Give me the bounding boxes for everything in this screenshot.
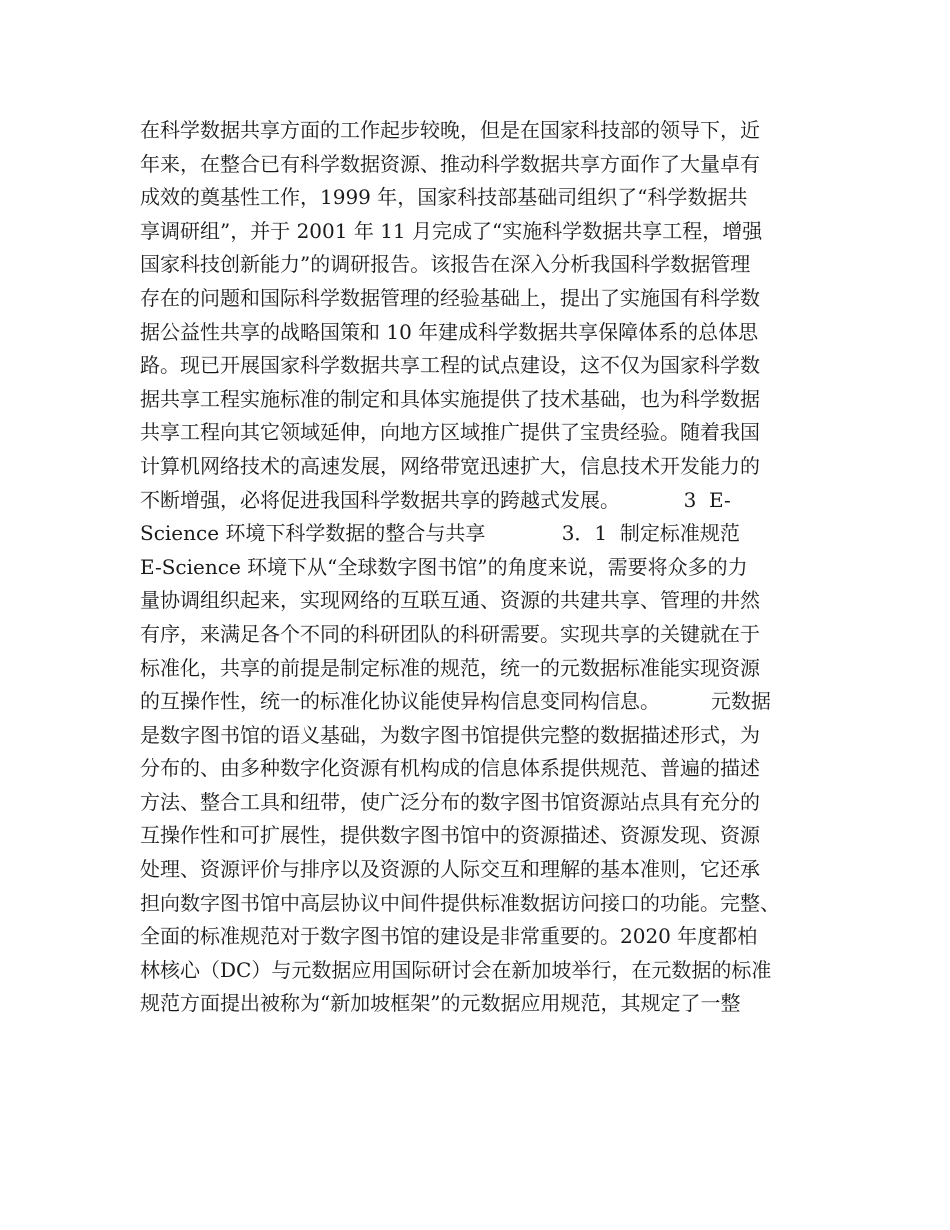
section-heading-line: Science 环境下科学数据的整合与共享 3．1 制定标准规范 [140,521,740,546]
text-line: 年来，在整合已有科学数据资源、推动科学数据共享方面作了大量卓有 [140,151,760,176]
text-line: 共享工程向其它领域延伸，向地方区域推广提供了宝贵经验。随着我国 [140,420,760,445]
text-line: 林核心（DC）与元数据应用国际研讨会在新加坡举行，在元数据的标准 [140,957,772,982]
text-line: 处理、资源评价与排序以及资源的人际交互和理解的基本准则，它还承 [140,857,760,882]
text-line: 计算机网络技术的高速发展，网络带宽迅速扩大，信息技术开发能力的 [140,453,760,478]
text-line: 全面的标准规范对于数字图书馆的建设是非常重要的。2020 年度都柏 [140,924,758,949]
text-line: 成效的奠基性工作，1999 年，国家科技部基础司组织了“科学数据共 [140,185,748,210]
text-line: E-Science 环境下从“全球数字图书馆”的角度来说，需要将众多的力 [140,554,748,579]
text-line: 规范方面提出被称为“新加坡框架”的元数据应用规范，其规定了一整 [140,991,741,1016]
text-line: 据共享工程实施标准的制定和具体实施提供了技术基础，也为科学数据 [140,386,760,411]
text-line: 量协调组织起来，实现网络的互联互通、资源的共建共享、管理的井然 [140,588,760,613]
text-line: 路。现已开展国家科学数据共享工程的试点建设，这不仅为国家科学数 [140,353,760,378]
text-line: 在科学数据共享方面的工作起步较晚，但是在国家科技部的领导下，近 [140,118,760,142]
text-line: 担向数字图书馆中高层协议中间件提供标准数据访问接口的功能。完整、 [140,890,780,915]
text-line: 的互操作性，统一的标准化协议能使异构信息变同构信息。 元数据 [140,689,771,714]
text-line: 有序，来满足各个不同的科研团队的科研需要。实现共享的关键就在于 [140,621,760,646]
text-line: 不断增强，必将促进我国科学数据共享的跨越式发展。 3 E- [140,487,731,512]
text-line: 方法、整合工具和纽带，使广泛分布的数字图书馆资源站点具有充分的 [140,789,760,814]
text-line: 互操作性和可扩展性，提供数字图书馆中的资源描述、资源发现、资源 [140,823,760,848]
text-line: 享调研组”，并于 2001 年 11 月完成了“实施科学数据共享工程，增强 [140,218,763,243]
text-line: 存在的问题和国际科学数据管理的经验基础上，提出了实施国有科学数 [140,285,760,310]
text-line: 据公益性共享的战略国策和 10 年建成科学数据共享保障体系的总体思 [140,319,759,344]
text-line: 是数字图书馆的语义基础，为数字图书馆提供完整的数据描述形式，为 [140,722,760,747]
body-text [140,114,820,1021]
text-line: 国家科技创新能力”的调研报告。该报告在深入分析我国科学数据管理 [140,252,751,277]
text-line: 标准化，共享的前提是制定标准的规范，统一的元数据标准能实现资源 [140,655,760,680]
text-line: 分布的、由多种数字化资源有机构成的信息体系提供规范、普遍的描述 [140,756,760,781]
